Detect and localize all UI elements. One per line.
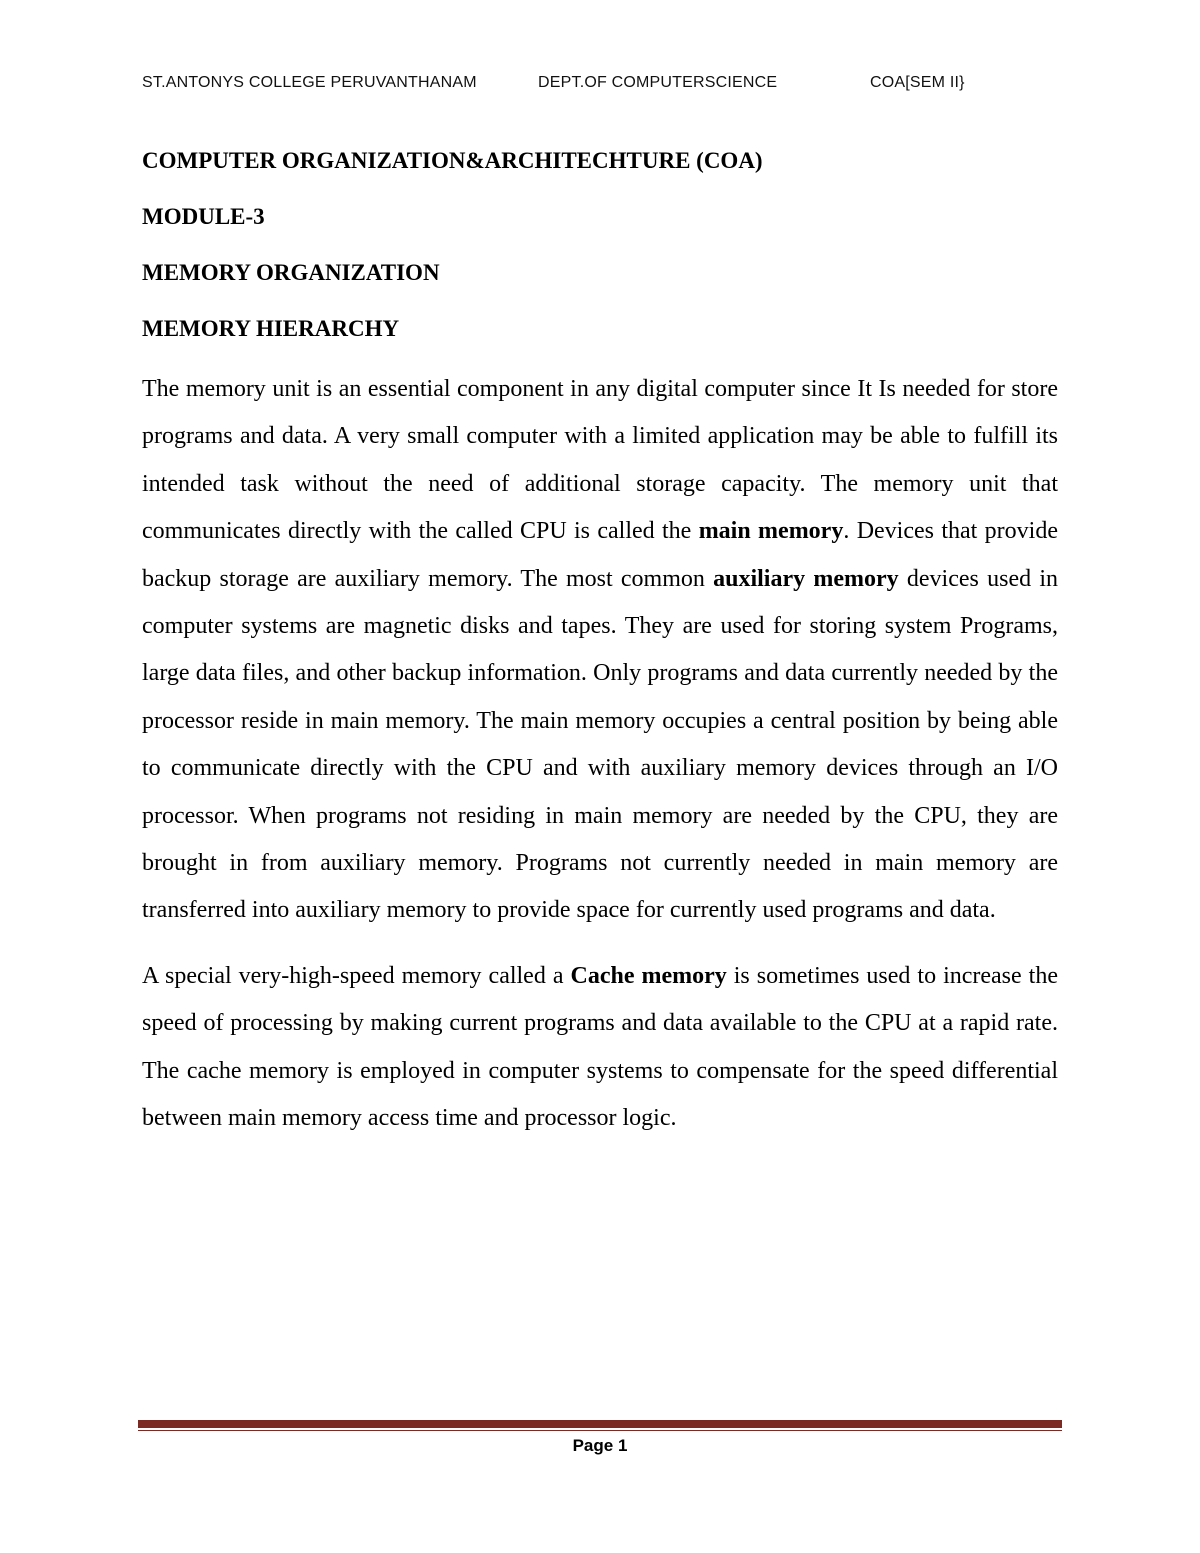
- paragraph-text: . Devices that provide backup storage are auxiliary memory. The most common: [142, 518, 1058, 592]
- header-department: DEPT.OF COMPUTERSCIENCE: [538, 74, 778, 91]
- module-heading: MODULE-3: [142, 204, 265, 229]
- footer-rule: [138, 1420, 1062, 1428]
- paragraph-text: The memory unit is an essential component in any digital computer since It Is needed for store programs and data. A very small computer with a limited application may be able to fulfill its intended task without the need of additional storage capacity. The memory unit that communicates directly with the called CPU is called the: [142, 376, 1058, 545]
- paragraph-text: devices used in computer systems are magnetic disks and tapes. They are used for storing system Programs, large data files, and other backup information. Only programs and data currently needed by the processor reside in main memory. The main memory occupies a central position by being able to communicate directly with the CPU and with auxiliary memory devices through an I/O processor. When programs not residing in main memory are needed by the CPU, they are brought in from auxiliary memory. Programs not currently needed in main memory are transferred into auxiliary memory to provide space for currently used programs and data.: [142, 565, 1059, 924]
- document-title: COMPUTER ORGANIZATION&ARCHITECHTURE (COA): [142, 148, 763, 173]
- page-header: [0, 74, 1200, 98]
- memory-hierarchy-paragraph: [142, 366, 1058, 935]
- auxiliary-memory-term: auxiliary memory: [713, 565, 899, 592]
- document-body: [142, 138, 1058, 1143]
- footer-rule-thin: [138, 1430, 1062, 1431]
- subtopic-heading: MEMORY HIERARCHY: [142, 316, 400, 341]
- topic-heading: MEMORY ORGANIZATION: [142, 260, 440, 285]
- cache-memory-paragraph: [142, 953, 1058, 1143]
- main-memory-term: main memory: [698, 518, 844, 545]
- paragraph-text: A special very-high-speed memory called a: [142, 962, 571, 989]
- paragraph-text: is sometimes used to increase the speed of processing by making current programs and data available to the CPU at a rapid rate. The cache memory is employed in computer systems to compensate for the speed differential between main memory access time and processor logic.: [142, 962, 1058, 1132]
- header-college: ST.ANTONYS COLLEGE PERUVANTHANAM: [142, 74, 477, 91]
- cache-memory-term: Cache memory: [570, 962, 727, 989]
- page-number: Page 1: [572, 1436, 628, 1455]
- header-course: COA[SEM II}: [870, 74, 965, 91]
